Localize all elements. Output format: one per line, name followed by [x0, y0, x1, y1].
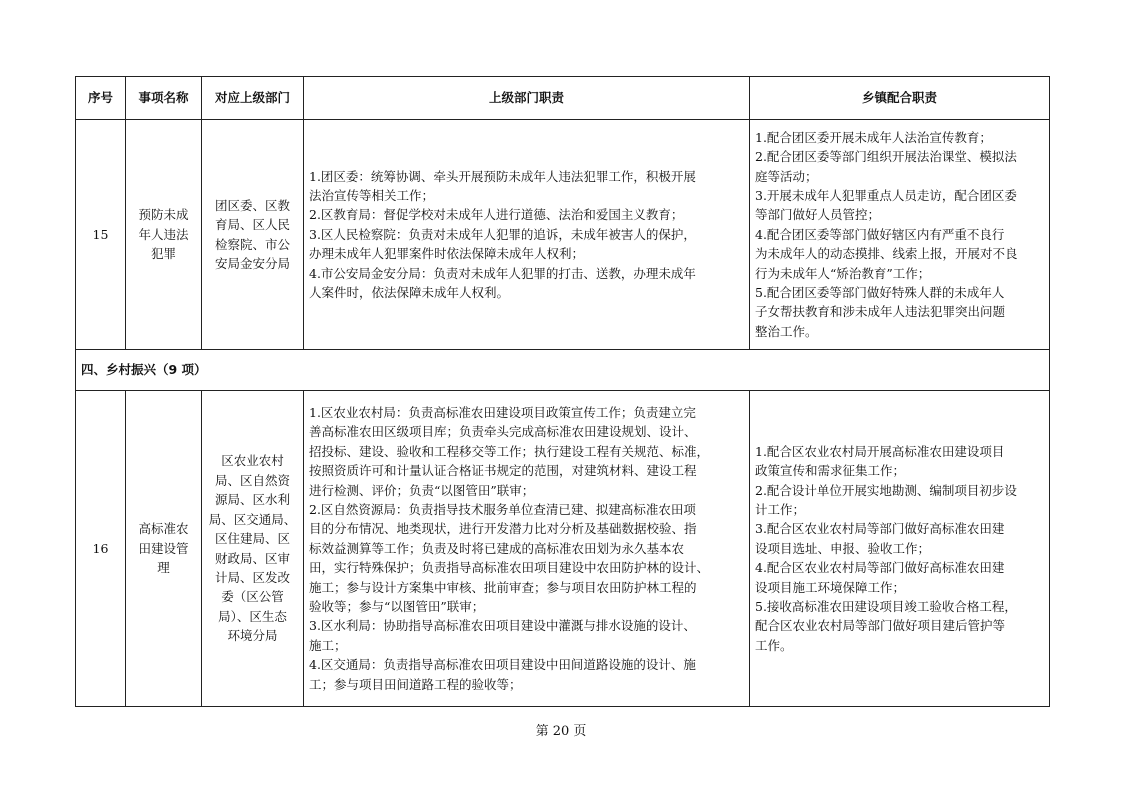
text-line: 检察院、市公: [214, 236, 290, 252]
town-duty-text: [750, 120, 1050, 350]
text-line: 区农业农村: [221, 453, 284, 469]
row-number: 16: [76, 391, 126, 707]
header-row: [76, 77, 1050, 120]
text-line: 区住建局、区: [214, 531, 290, 547]
table-row: [76, 391, 1050, 707]
text-line: 验收等；参与“以图管田”联审；: [309, 599, 485, 615]
page-number: 第 20 页: [535, 724, 587, 739]
text-line: 安局金安分局: [214, 255, 290, 271]
header-number: 序号: [76, 77, 126, 120]
table-row: [76, 120, 1050, 350]
text-line: 2.区自然资源局：负责指导技术服务单位查清已建、拟建高标准农田项: [309, 501, 696, 517]
text-line: 配合区农业农村局等部门做好项目建后管护等: [755, 618, 1006, 634]
text-line: 整治工作。: [755, 323, 818, 339]
text-line: 年人违法: [138, 226, 189, 242]
text-line: 2.配合团区委等部门组织开展法治课堂、模拟法: [755, 149, 1017, 165]
text-line: 3.区人民检察院：负责对未成年人犯罪的追诉，未成年被害人的保护，: [309, 226, 696, 242]
text-line: 3.配合区农业农村局等部门做好高标准农田建: [755, 521, 1005, 537]
text-line: 3.开展未成年人犯罪重点人员走访，配合团区委: [755, 187, 1017, 203]
text-line: 1.团区委：统筹协调、牵头开展预防未成年人违法犯罪工作，积极开展: [309, 168, 696, 184]
text-line: 庭等活动；: [755, 168, 818, 184]
text-line: 局）、区生态: [218, 608, 287, 624]
text-line: 工作。: [755, 637, 793, 653]
text-line: 2.区教育局：督促学校对未成年人进行道德、法治和爱国主义教育；: [309, 207, 684, 223]
text-line: 行为未成年人“矫治教育”工作；: [755, 265, 931, 281]
text-line: 5.接收高标准农田建设项目竣工验收合格工程，: [755, 599, 1017, 615]
text-line: 政策宣传和需求征集工作；: [755, 463, 906, 479]
text-line: 理: [157, 560, 170, 576]
text-line: 施工；: [309, 637, 347, 653]
section-title: 四、乡村振兴（9 项）: [76, 350, 1050, 391]
text-line: 标效益测算等工作；负责及时将已建成的高标准农田划为永久基本农: [309, 540, 685, 556]
text-line: 源局、区水利: [214, 492, 290, 508]
text-line: 施工；参与设计方案集中审核、批前审查；参与项目农田防护林工程的: [309, 579, 697, 595]
text-line: 设项目施工环境保障工作；: [755, 579, 906, 595]
text-line: 工；参与项目田间道路工程的验收等；: [309, 676, 522, 692]
text-line: 人案件时，依法保障未成年人权利。: [309, 285, 510, 301]
text-line: 计局、区发改: [214, 569, 290, 585]
text-line: 办理未成年人犯罪案件时依法保障未成年人权利；: [309, 246, 585, 262]
text-line: 4.配合区农业农村局等部门做好高标准农田建: [755, 560, 1005, 576]
text-line: 设项目选址、申报、验收工作；: [755, 540, 931, 556]
item-name: [126, 391, 202, 707]
text-line: 计工作；: [755, 501, 806, 517]
duty-table: [75, 76, 1050, 707]
town-duty-text: [750, 391, 1050, 707]
text-line: 财政局、区审: [214, 550, 290, 566]
text-line: 局、区自然资: [214, 472, 290, 488]
text-line: 为未成年人的动态摸排、线索上报，开展对不良: [755, 246, 1018, 262]
text-line: 1.配合区农业农村局开展高标准农田建设项目: [755, 443, 1005, 459]
text-line: 委（区公管: [221, 589, 284, 605]
text-line: 高标准农: [138, 521, 189, 537]
text-line: 法治宣传等相关工作；: [309, 187, 435, 203]
text-line: 招投标、建设、验收和工程移交等工作；执行建设工程有关规范、标准，: [309, 443, 710, 459]
header-upper-duty: 上级部门职责: [304, 77, 750, 120]
upper-duty-text: [304, 120, 750, 350]
text-line: 1.配合团区委开展未成年人法治宣传教育；: [755, 129, 992, 145]
text-line: 4.区交通局：负责指导高标准农田项目建设中田间道路设施的设计、施: [309, 657, 696, 673]
text-line: 环境分局: [227, 628, 278, 644]
header-department: 对应上级部门: [202, 77, 304, 120]
text-line: 犯罪: [150, 246, 176, 262]
text-line: 育局、区人民: [214, 217, 290, 233]
text-line: 目的分布情况、地类现状，进行开发潜力比对分析及基础数据校验、指: [309, 521, 697, 537]
text-line: 田建设管: [138, 540, 189, 556]
text-line: 3.区水利局：协助指导高标准农田项目建设中灌溉与排水设施的设计、: [309, 618, 696, 634]
department-list: [202, 120, 304, 350]
text-line: 团区委、区教: [214, 197, 290, 213]
department-list: [202, 391, 304, 707]
text-line: 4.配合团区委等部门做好辖区内有严重不良行: [755, 226, 1005, 242]
text-line: 子女帮扶教育和涉未成年人违法犯罪突出问题: [755, 304, 1006, 320]
section-row: [76, 350, 1050, 391]
text-line: 1.区农业农村局：负责高标准农田建设项目政策宣传工作；负责建立完: [309, 404, 696, 420]
text-line: 5.配合团区委等部门做好特殊人群的未成年人: [755, 285, 1005, 301]
row-number: 15: [76, 120, 126, 350]
text-line: 预防未成: [138, 207, 189, 223]
text-line: 按照资质许可和计量认证合格证书规定的范围，对建筑材料、建设工程: [309, 463, 697, 479]
text-line: 田，实行特殊保护；负责指导高标准农田项目建设中农田防护林的设计、: [309, 560, 710, 576]
text-line: 善高标准农田区级项目库；负责牵头完成高标准农田建设规划、设计、: [309, 424, 697, 440]
item-name: [126, 120, 202, 350]
header-item-name: 事项名称: [126, 77, 202, 120]
text-line: 等部门做好人员管控；: [755, 207, 881, 223]
header-town-duty: 乡镇配合职责: [750, 77, 1050, 120]
text-line: 进行检测、评价；负责“以图管田”联审；: [309, 482, 535, 498]
upper-duty-text: [304, 391, 750, 707]
text-line: 2.配合设计单位开展实地勘测、编制项目初步设: [755, 482, 1017, 498]
text-line: 4.市公安局金安分局：负责对未成年人犯罪的打击、送教，办理未成年: [309, 265, 696, 281]
text-line: 局、区交通局、: [208, 511, 297, 527]
